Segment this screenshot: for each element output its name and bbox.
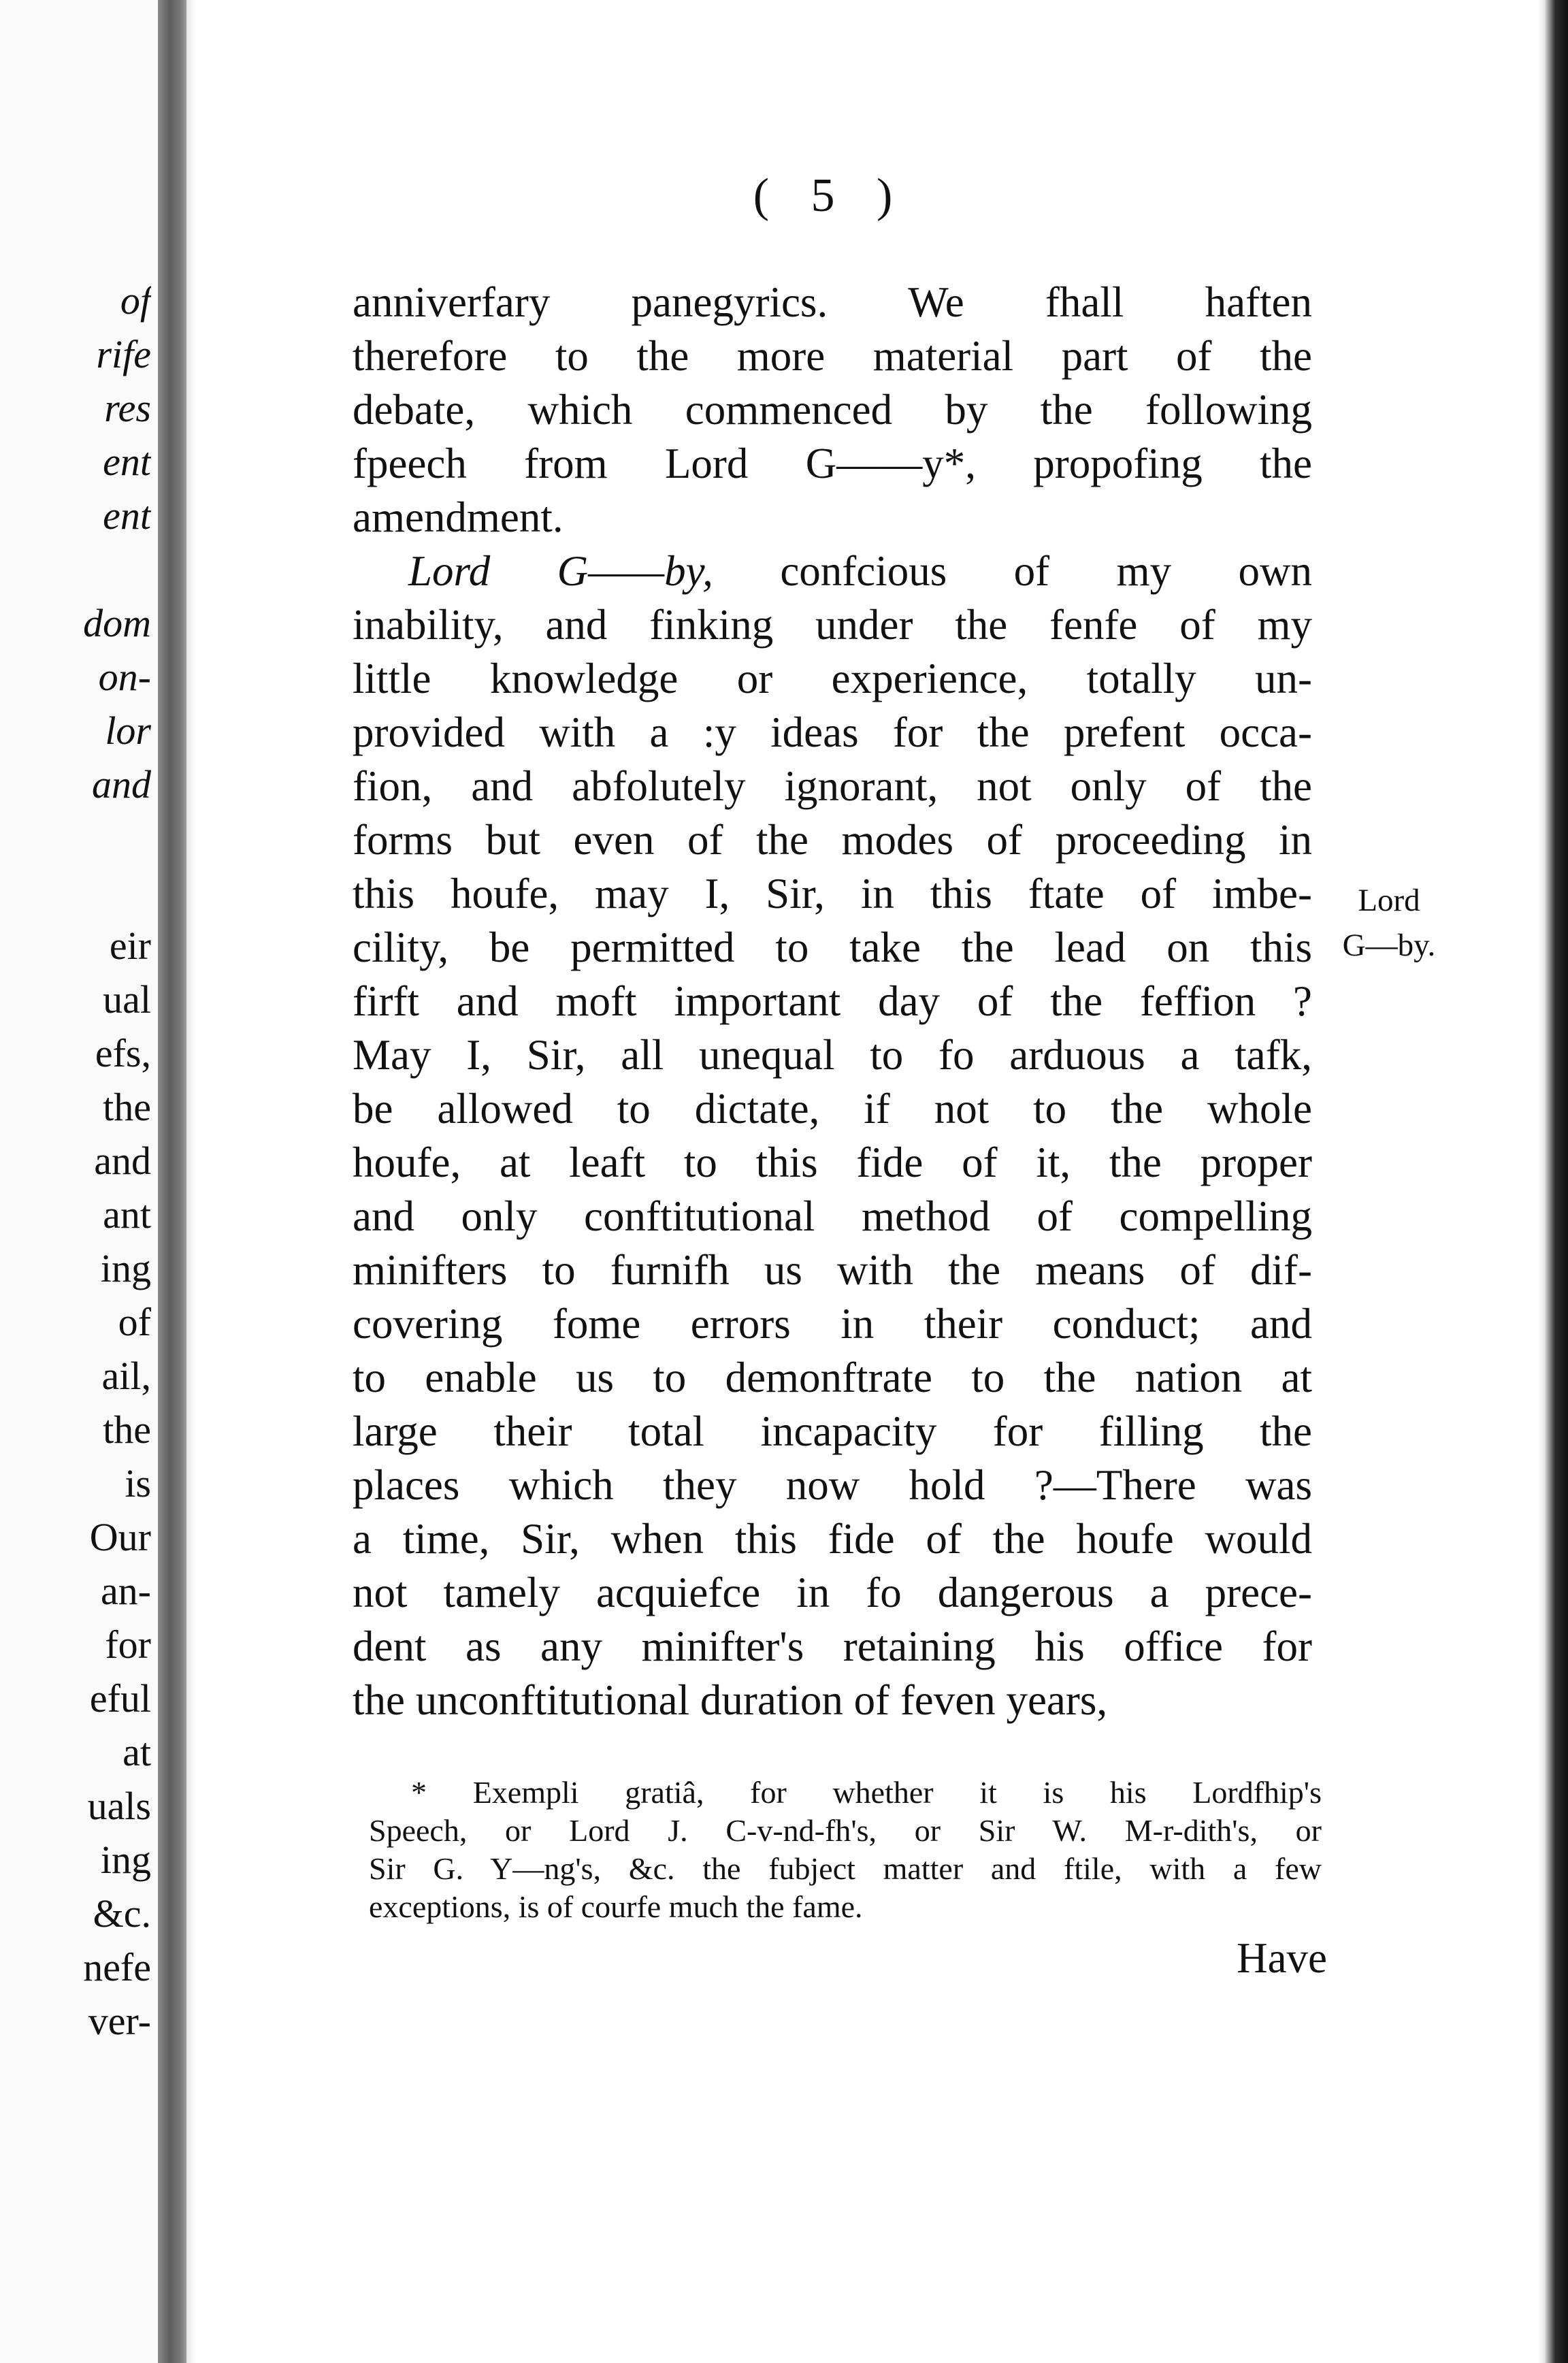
body-line: not tamely acquiefce in fo dangerous a prece- <box>353 1569 1312 1616</box>
body-line <box>408 544 1312 598</box>
page-edge-light <box>1538 0 1545 2363</box>
body-line: this houfe, may I, Sir, in this ftate of imbe- <box>353 870 1312 917</box>
body-line: May I, Sir, all unequal to fo arduous a tafk, <box>353 1031 1312 1079</box>
body-line: places which they now hold ?—There was <box>353 1461 1312 1509</box>
body-line: fpeech from Lord G——y*, propofing the <box>353 440 1312 487</box>
speaker-name: Lord G——by, <box>408 547 713 595</box>
body-line: amendment. <box>353 493 564 541</box>
facing-page-fragment: ent <box>103 440 151 484</box>
facing-page-fragment: the <box>103 1407 151 1452</box>
body-line: firft and moft important day of the feffion ? <box>353 977 1312 1025</box>
facing-page-fragment: at <box>122 1730 151 1774</box>
body-line: be allowed to dictate, if not to the whole <box>353 1085 1312 1132</box>
page-gutter-shadow <box>158 0 186 2363</box>
facing-page-fragment: and <box>92 762 151 806</box>
body-line: dent as any minifter's retaining his office for <box>353 1623 1312 1670</box>
facing-page-fragment: an- <box>100 1569 151 1613</box>
footnote-line: * Exempli gratiâ, for whether it is his Lordfhip's <box>411 1775 1322 1810</box>
speaker-line-rest: confcious of my own <box>713 547 1312 595</box>
facing-page-fragment: eful <box>89 1676 151 1721</box>
facing-page-fragment: Our <box>89 1515 151 1559</box>
facing-page-fragment: is <box>125 1461 151 1505</box>
body-line: cility, be permitted to take the lead on this <box>353 924 1312 971</box>
catchword: Have <box>1237 1934 1327 1982</box>
facing-page-fragment: ent <box>103 493 151 538</box>
facing-page-fragment: eir <box>109 924 151 968</box>
facing-page-fragment: on- <box>98 655 151 699</box>
body-line: and only conftitutional method of compelling <box>353 1192 1312 1240</box>
facing-page-fragment: ual <box>103 977 151 1022</box>
facing-page-fragment: res <box>104 386 151 430</box>
facing-page-fragment: of <box>118 1300 151 1344</box>
facing-page-fragment: rife <box>96 332 151 376</box>
facing-page-fragment: lor <box>105 708 151 753</box>
body-line: a time, Sir, when this fide of the houfe would <box>353 1515 1312 1563</box>
body-line: inability, and finking under the fenfe of my <box>353 601 1312 649</box>
facing-page-fragment: ing <box>100 1838 151 1882</box>
facing-page-fragment: the <box>103 1085 151 1129</box>
margin-note-line-1: Lord <box>1358 883 1420 918</box>
facing-page-fragment: for <box>105 1623 151 1667</box>
page-edge-shadow <box>1545 0 1568 2363</box>
facing-page-fragment: of <box>120 278 151 323</box>
facing-page-fragment: and <box>94 1139 151 1183</box>
facing-page-fragment: &c. <box>93 1891 151 1936</box>
facing-page-fragment: dom <box>83 601 151 645</box>
body-line: provided with a :y ideas for the prefent occa- <box>353 708 1312 756</box>
page-gutter-highlight <box>186 0 196 2363</box>
body-line: to enable us to demonftrate to the nation at <box>353 1354 1312 1401</box>
body-line: houfe, at leaft to this fide of it, the proper <box>353 1139 1312 1186</box>
facing-page-fragment: uals <box>87 1784 151 1828</box>
body-line: the unconftitutional duration of feven years, <box>353 1676 1108 1724</box>
margin-note-line-2: G—by. <box>1342 928 1436 963</box>
footnote-line: Sir G. Y—ng's, &c. the fubject matter and ftile, with a few <box>369 1851 1322 1886</box>
body-line: forms but even of the modes of proceeding in <box>353 816 1312 864</box>
body-line: debate, which commenced by the following <box>353 386 1312 434</box>
footnote-line: exceptions, is of courfe much the fame. <box>369 1889 863 1924</box>
facing-page-fragment: ing <box>100 1246 151 1290</box>
body-line: covering fome errors in their conduct; and <box>353 1300 1312 1348</box>
facing-page-fragment: nefe <box>83 1945 151 1989</box>
body-line: therefore to the more material part of the <box>353 332 1312 380</box>
facing-page-fragment: ant <box>103 1192 151 1237</box>
page-number: ( 5 ) <box>753 169 908 222</box>
body-line: little knowledge or experience, totally un- <box>353 655 1312 702</box>
body-line: large their total incapacity for filling the <box>353 1407 1312 1455</box>
facing-page-fragment: ail, <box>101 1354 151 1398</box>
body-line: minifters to furnifh us with the means of dif- <box>353 1246 1312 1294</box>
footnote-line: Speech, or Lord J. C-v-nd-fh's, or Sir W. M-r-dith's, or <box>369 1813 1322 1848</box>
facing-page-fragment: ver- <box>88 1999 151 2043</box>
body-line: fion, and abfolutely ignorant, not only of the <box>353 762 1312 810</box>
body-line: anniverfary panegyrics. We fhall haften <box>353 278 1312 326</box>
facing-page-fragment: efs, <box>95 1031 151 1075</box>
